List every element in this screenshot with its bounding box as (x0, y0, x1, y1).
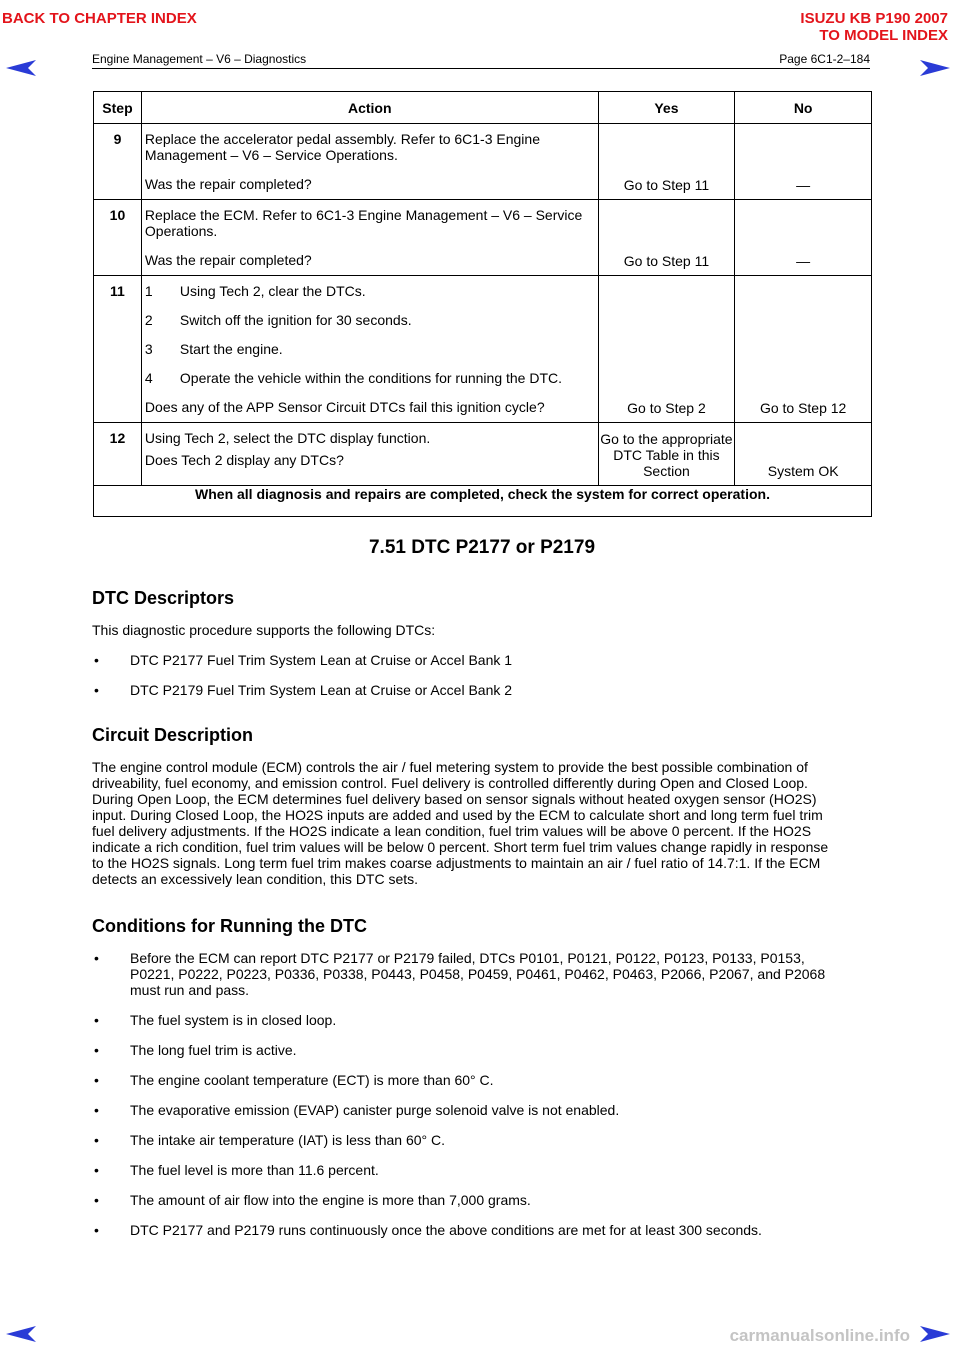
step-number: 9 (94, 124, 142, 200)
dtc-descriptors-intro: This diagnostic procedure supports the following DTCs: (92, 622, 436, 638)
previous-page-arrow-icon[interactable] (6, 1324, 36, 1344)
list-text: DTC P2179 Fuel Trim System Lean at Cruise or Accel Bank 2 (130, 682, 513, 698)
dtc-descriptors-heading: DTC Descriptors (92, 588, 235, 608)
list-text: Using Tech 2, clear the DTCs. (179, 283, 366, 299)
list-item (92, 950, 872, 998)
watermark: carmanualsonline.info (729, 1326, 910, 1345)
list-item (92, 1162, 872, 1178)
next-page-arrow-icon[interactable] (920, 1324, 950, 1344)
action-question: Does any of the APP Sensor Circuit DTCs fail this ignition cycle? (144, 399, 545, 415)
body-line: During Open Loop, the ECM determines fuel delivery based on sensor signals without heated oxygen sensor (HO2S) (92, 791, 817, 807)
no-cell: — (735, 124, 872, 200)
final-note: When all diagnosis and repairs are completed, check the system for correct operation. (94, 486, 872, 517)
list-text: Switch off the ignition for 30 seconds. (179, 312, 412, 328)
bullet-icon: • (94, 1132, 99, 1148)
action-cell (141, 200, 598, 276)
list-item (92, 1132, 872, 1148)
table-row (94, 124, 872, 200)
action-question: Was the repair completed? (144, 252, 312, 268)
action-question: Does Tech 2 display any DTCs? (144, 452, 344, 468)
step-number: 10 (94, 200, 142, 276)
list-text: The evaporative emission (EVAP) canister purge solenoid valve is not enabled. (130, 1102, 620, 1118)
list-item (92, 1012, 872, 1028)
list-item (92, 1222, 872, 1238)
yes-cell: Go to Step 2 (598, 276, 735, 423)
body-line: indicate a rich condition, fuel trim values will be below 0 percent. Short term fuel trim values change rapidly in response (92, 839, 829, 855)
list-text: Start the engine. (179, 341, 283, 357)
dtc-list (92, 652, 872, 712)
list-text: The engine coolant temperature (ECT) is more than 60° C. (130, 1072, 494, 1088)
header-title: Engine Management – V6 – Diagnostics (92, 52, 307, 66)
column-header-yes: Yes (598, 92, 735, 124)
body-line: detects an excessively lean condition, this DTC sets. (92, 871, 419, 887)
list-text-line: must run and pass. (130, 982, 250, 998)
list-item (92, 1102, 872, 1118)
yes-cell: Go to Step 11 (598, 200, 735, 276)
action-cell (141, 124, 598, 200)
list-text-line: Before the ECM can report DTC P2177 or P2179 failed, DTCs P0101, P0121, P0122, P0123, P0133, P0153, (130, 950, 805, 966)
to-model-index-link[interactable]: TO MODEL INDEX (819, 27, 948, 44)
back-to-chapter-index-link[interactable]: BACK TO CHAPTER INDEX (2, 10, 197, 27)
conditions-heading: Conditions for Running the DTC (92, 916, 367, 936)
action-cell (141, 423, 598, 486)
body-line: input. During Closed Loop, the HO2S inputs are added and used by the ECM to calculate short and long term fuel trim (92, 807, 823, 823)
list-item (92, 1072, 872, 1088)
bullet-icon: • (94, 1072, 99, 1088)
column-header-step: Step (94, 92, 142, 124)
action-text: Using Tech 2, select the DTC display function. (144, 430, 431, 446)
list-item (92, 652, 872, 668)
next-page-arrow-icon[interactable] (920, 58, 950, 78)
circuit-description-body (92, 759, 872, 887)
previous-page-arrow-icon[interactable] (6, 58, 36, 78)
list-number: 2 (144, 312, 153, 328)
list-number: 1 (144, 283, 153, 299)
table-final-row (94, 486, 872, 517)
body-line: The engine control module (ECM) controls the air / fuel metering system to provide the best possible combination of (92, 759, 808, 775)
list-text: The long fuel trim is active. (130, 1042, 297, 1058)
bullet-icon: • (94, 1162, 99, 1178)
body-line: fuel delivery adjustments. If the HO2S indicate a lean condition, fuel trim values will be above 0 percent. If the HO2S (92, 823, 812, 839)
list-item (145, 341, 594, 357)
body-line: driveability, fuel economy, and emission control. Fuel delivery is controlled differently during Open and Closed Loop. (92, 775, 808, 791)
bullet-icon: • (94, 652, 99, 668)
list-item (145, 283, 594, 299)
list-text (130, 950, 825, 998)
bullet-icon: • (94, 950, 99, 966)
bullet-icon: • (94, 682, 99, 698)
action-list (145, 283, 594, 386)
no-cell: System OK (735, 423, 872, 486)
list-text: DTC P2177 and P2179 runs continuously once the above conditions are met for at least 300 seconds. (130, 1222, 762, 1238)
list-item (92, 682, 872, 698)
table-header-row (94, 92, 872, 124)
section-title: 7.51 DTC P2177 or P2179 (368, 537, 596, 558)
bullet-icon: • (94, 1042, 99, 1058)
bullet-icon: • (94, 1222, 99, 1238)
yes-cell: Go to Step 11 (598, 124, 735, 200)
body-line: to the HO2S signals. Long term fuel trim makes coarse adjustments to maintain an air / fuel ratio of 14.7:1. If the ECM (92, 855, 821, 871)
bullet-icon: • (94, 1102, 99, 1118)
list-text: The intake air temperature (IAT) is less than 60° C. (130, 1132, 446, 1148)
list-item (145, 370, 594, 386)
list-number: 3 (144, 341, 153, 357)
diagnostic-steps-table (93, 91, 872, 517)
action-question: Was the repair completed? (144, 176, 312, 192)
list-text-line: P0221, P0222, P0223, P0336, P0338, P0443, P0458, P0459, P0461, P0462, P0463, P2066, P2067, and P2068 (130, 966, 826, 982)
list-text: DTC P2177 Fuel Trim System Lean at Cruise or Accel Bank 1 (130, 652, 513, 668)
list-text: The fuel level is more than 11.6 percent. (130, 1162, 379, 1178)
model-index-block[interactable] (800, 10, 948, 44)
step-number: 11 (94, 276, 142, 423)
model-title: ISUZU KB P190 2007 (800, 10, 948, 27)
action-text: Replace the accelerator pedal assembly. Refer to 6C1-3 Engine Management – V6 – Service Operations. (144, 131, 540, 163)
table-row (94, 200, 872, 276)
bullet-icon: • (94, 1012, 99, 1028)
list-item (92, 1192, 872, 1208)
no-cell: Go to Step 12 (735, 276, 872, 423)
action-text: Replace the ECM. Refer to 6C1-3 Engine Management – V6 – Service Operations. (144, 207, 583, 239)
list-text: The fuel system is in closed loop. (130, 1012, 337, 1028)
list-number: 4 (144, 370, 153, 386)
list-text: Operate the vehicle within the conditions for running the DTC. (179, 370, 563, 386)
header-divider (92, 68, 870, 69)
table-row (94, 423, 872, 486)
step-number: 12 (94, 423, 142, 486)
list-text: The amount of air flow into the engine is more than 7,000 grams. (130, 1192, 531, 1208)
column-header-no: No (735, 92, 872, 124)
no-cell: — (735, 200, 872, 276)
bullet-icon: • (94, 1192, 99, 1208)
yes-cell: Go to the appropriate DTC Table in this Section (598, 423, 735, 486)
page-number: Page 6C1-2–184 (779, 52, 870, 66)
table-row (94, 276, 872, 423)
conditions-list (92, 950, 872, 1252)
action-cell (141, 276, 598, 423)
circuit-description-heading: Circuit Description (92, 725, 254, 745)
list-item (92, 1042, 872, 1058)
list-item (145, 312, 594, 328)
column-header-action: Action (141, 92, 598, 124)
